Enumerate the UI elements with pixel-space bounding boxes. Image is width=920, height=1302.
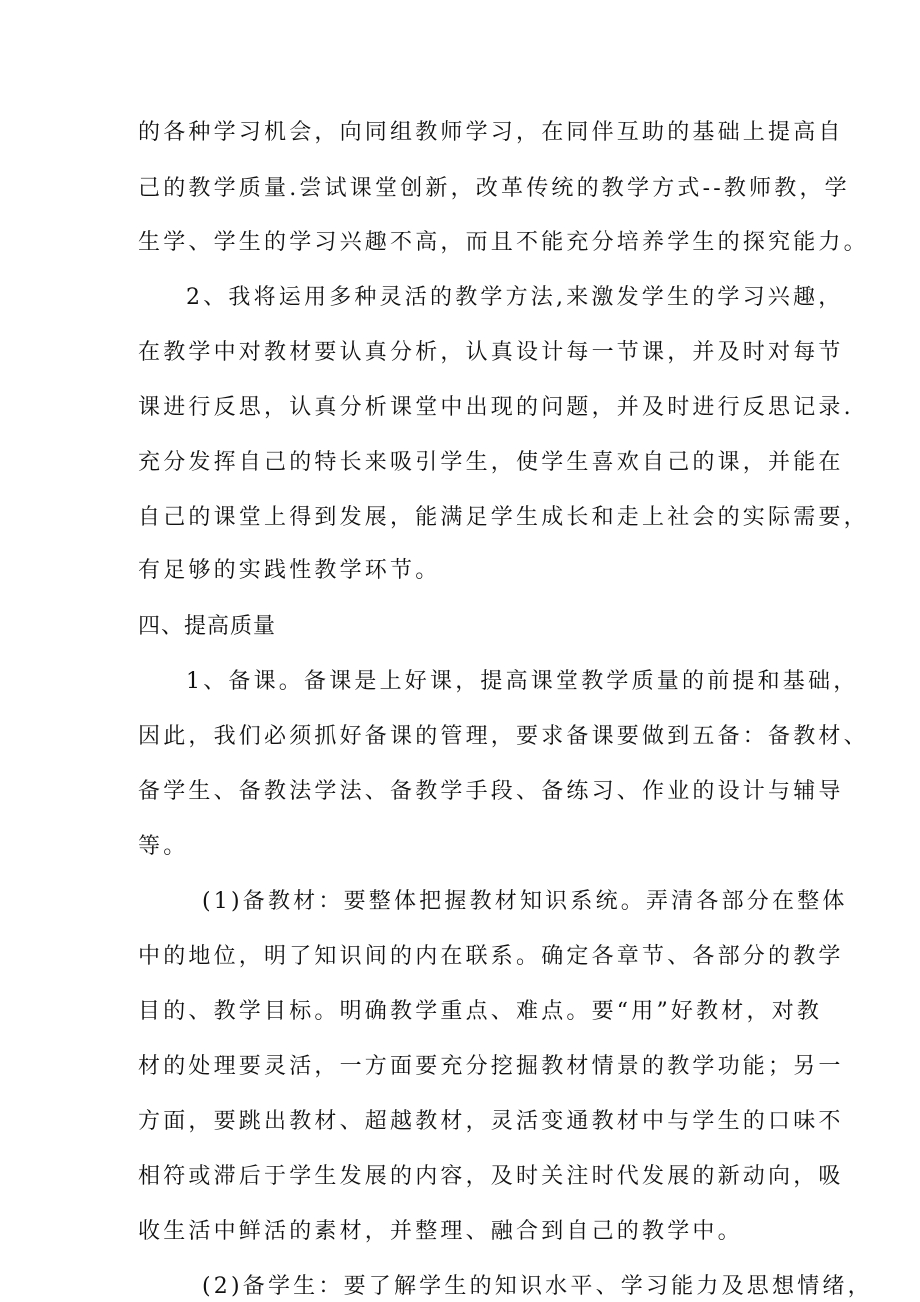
- text-line: 中的地位，明了知识间的内在联系。确定各章节、各部分的教学: [138, 944, 844, 969]
- section-heading: 四、提高质量: [138, 614, 277, 639]
- text-line: (1)备教材：要整体把握教材知识系统。弄清各部分在整体: [202, 889, 848, 914]
- text-line: 相符或滞后于学生发展的内容，及时关注时代发展的新动向，吸: [138, 1164, 844, 1189]
- text-line: 收生活中鲜活的素材，并整理、融合到自己的教学中。: [138, 1219, 743, 1244]
- text-line: 因此，我们必须抓好备课的管理，要求备课要做到五备：备教材、: [138, 724, 869, 749]
- text-line: 有足够的实践性教学环节。: [138, 558, 441, 583]
- text-line: 1、备课。备课是上好课，提高课堂教学质量的前提和基础，: [186, 669, 859, 694]
- text-line: 充分发挥自己的特长来吸引学生，使学生喜欢自己的课，并能在: [138, 450, 844, 475]
- text-line: 生学、学生的学习兴趣不高，而且不能充分培养学生的探究能力。: [138, 230, 869, 255]
- text-line: (2)备学生：要了解学生的知识水平、学习能力及思想情绪，: [202, 1274, 873, 1299]
- text-line: 等。: [138, 834, 189, 859]
- text-line: 材的处理要灵活，一方面要充分挖掘教材情景的教学功能；另一: [138, 1054, 844, 1079]
- text-line: 自己的课堂上得到发展，能满足学生成长和走上社会的实际需要，: [138, 505, 869, 530]
- text-line: 目的、教学目标。明确教学重点、难点。要“用”好教材，对教: [138, 999, 823, 1024]
- text-line: 课进行反思，认真分析课堂中出现的问题，并及时进行反思记录.: [138, 395, 854, 420]
- text-line: 备学生、备教法学法、备教学手段、备练习、作业的设计与辅导: [138, 779, 844, 804]
- text-line: 在教学中对教材要认真分析，认真设计每一节课，并及时对每节: [138, 340, 844, 365]
- text-line: 2、我将运用多种灵活的教学方法,来激发学生的学习兴趣，: [186, 285, 844, 310]
- text-line: 的各种学习机会，向同组教师学习，在同伴互助的基础上提高自: [138, 120, 844, 145]
- text-line: 方面，要跳出教材、超越教材，灵活变通教材中与学生的口味不: [138, 1109, 844, 1134]
- text-line: 己的教学质量.尝试课堂创新，改革传统的教学方式--教师教，学: [138, 176, 850, 201]
